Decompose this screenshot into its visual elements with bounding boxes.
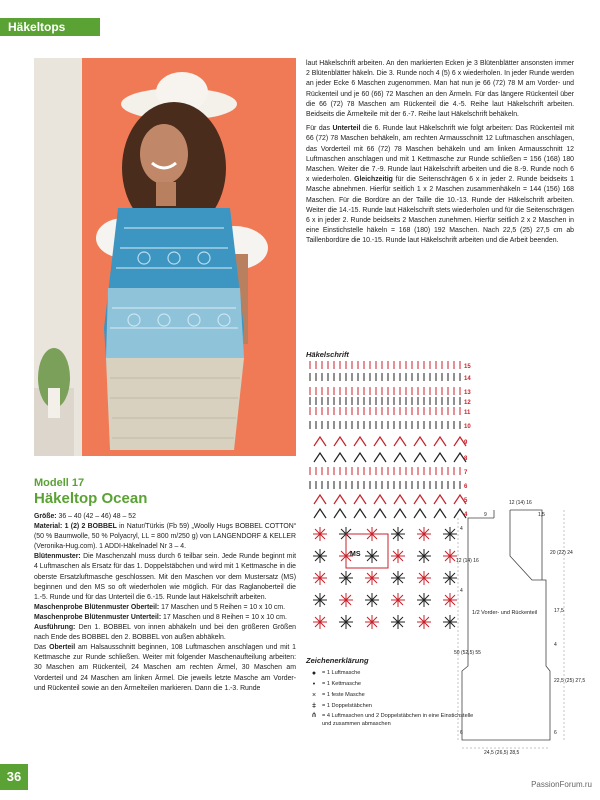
chart-cluster (354, 509, 366, 518)
instructions-right (306, 59, 574, 251)
instruction-paragraph: Für das Unterteil die 6. Runde laut Häkelschrift wie folgt arbeiten: Das Rückenteil mit 66 (72) 78 Maschen behäkeln, am rechten Armausschnitt 12 Luftmaschen anschlagen, das Vorderteil mit 66 (72) 78 Maschen behäkeln und am linken Armausschnitt 12 Luftmaschen anschlagen und mit 1 Kettmasche zur Runde schließen = 156 (168) 180 Maschen. Weiter die 7.-9. Runde laut Häkelschrift arbeiten und die 8.-9. Runde noch 6 x wiederholen. Gleichzeitig für die Seitenschrägen 6 x in jeder 2. Runde beidseits 1 Masche abnehmen. Hierfür seitlich 1 x 2 Maschen zusammenhäkeln = 144 (156) 168 Maschen. Für die Bordüre an der Taille die 10.-13. Runde der Häkelschrift arbeiten. Weiter die 14.-15. Runde laut Häkelschrift stets wiederholen und für die Seitenschrägen 6 x in jeder 2. Runde beidseits 2 Maschen zunehmen. Hierfür seitlich 2 x 2 Maschen in eine Einstichstelle häkeln = 168 (180) 192 Maschen. Nach 22,5 (25) 27,5 cm ab Taillenbordüre die 10.-15. Runde laut Häkelschrift arbeiten und die Arbeit beenden. (306, 125, 575, 245)
chart-cluster (394, 453, 406, 462)
slip-stitch-icon: • (312, 681, 316, 688)
chart-cluster (394, 495, 406, 504)
chart-motif (391, 549, 405, 563)
chart-motif (391, 527, 405, 541)
garment-schematic (454, 496, 586, 756)
model-photo (34, 58, 296, 456)
section-tab: Häkeltops (0, 18, 100, 36)
chart-motif (417, 615, 431, 629)
top-line: Das Oberteil am Halsausschnitt beginnen, 108 Luftmaschen anschlagen und mit 1 Kettmasche zur Runde schließen. Weiter mit folgender Maschenaufteilung arbeiten: 30 Maschen am Rückenteil, 24 Maschen am rechten Ärmel, 30 Maschen am Vorderteil und 24 Maschen am linken Ärmel. Die jeweils letzte Masche am Vorder- und Rückenteil sowie an den Ärmelteilen markieren. Dann die 1.-3. Runde (34, 644, 297, 692)
chart-motif (417, 593, 431, 607)
chart-row-number: 4 (464, 512, 468, 518)
watermark: PassionForum.ru (531, 780, 592, 789)
chain-stitch-icon: ● (311, 670, 317, 677)
dim-lower-side: 4 (554, 642, 557, 648)
legend-item: ǂ = 1 Doppelstäbchen (306, 701, 476, 712)
chart-row-number: 13 (464, 390, 471, 396)
chart-cluster (314, 437, 326, 446)
chart-row-number: 9 (464, 440, 468, 446)
chart-row-number: 14 (464, 376, 471, 382)
model-number: Modell 17 (34, 477, 85, 489)
chart-title: Häkelschrift (306, 350, 349, 359)
chart-cluster (334, 453, 346, 462)
dim-width-mid: 50 (52,5) 55 (454, 650, 481, 656)
chart-motif (313, 571, 327, 585)
model-name: Häkeltop Ocean (34, 490, 148, 507)
chart-motif (365, 549, 379, 563)
chart-row-number: 10 (464, 424, 471, 430)
legend-item: ⋔ = 4 Luftmaschen und 2 Doppelstäbchen in eine Einstichstelle und zusammen abmaschen (306, 712, 476, 728)
chart-cluster (354, 437, 366, 446)
dim-bottom-right: 6 (554, 730, 557, 736)
chart-motif (339, 571, 353, 585)
single-crochet-icon: × (311, 692, 317, 699)
chart-cluster (334, 509, 346, 518)
ms-label: MS (350, 551, 361, 558)
cluster-icon: ⋔ (311, 712, 317, 719)
chart-cluster (374, 495, 386, 504)
dim-armhole: 20 (22) 24 (550, 550, 573, 556)
chart-cluster (414, 453, 426, 462)
chart-cluster (354, 495, 366, 504)
chart-cluster (374, 509, 386, 518)
instruction-paragraph: laut Häkelschrift arbeiten. An den markierten Ecken je 3 Blütenblätter ansonsten immer 2 Blütenblätter häkeln. Die 3. Runde noch 4 (5) 6 x wiederholen. In jeder Runde werden an jeder Ecke 6 Maschen zugenommen. Man hat nun je 66 (72) 78 M am Vorder- und Rückenteil und je 60 (66) 72 Maschen an den Ärmeln. Für das längere Rückenteil über die 66 (72) 78 Maschen am Rückenteil die 4.-5. Reihe laut Häkelschrift arbeiten. Beidseits die Ärmelteile mit der 6.-7. Reihe laut Häkelschrift behäkeln. (306, 60, 574, 119)
chart-motif (417, 549, 431, 563)
chart-cluster (434, 509, 446, 518)
dim-bottom-width: 24,5 (26,5) 28,5 (484, 750, 520, 756)
chart-cluster (374, 453, 386, 462)
chart-row-number: 5 (464, 498, 468, 504)
legend-item: × = 1 feste Masche (306, 690, 476, 701)
chart-motif (365, 571, 379, 585)
gauge-line: Maschenprobe Blütenmuster Unterteil: 17 Maschen und 8 Reihen = 10 x 10 cm. (34, 613, 287, 621)
chart-cluster (314, 509, 326, 518)
chart-cluster (414, 437, 426, 446)
legend-item: ● = 1 Luftmasche (306, 668, 476, 679)
dim-left-top: 9 (484, 512, 487, 518)
chart-row-number: 7 (464, 470, 468, 476)
chart-cluster (314, 453, 326, 462)
chart-cluster (314, 495, 326, 504)
chart-cluster (434, 495, 446, 504)
chart-motif (313, 593, 327, 607)
chart-row-number: 8 (464, 456, 468, 462)
chart-row-number: 11 (464, 410, 471, 416)
chart-cluster (334, 495, 346, 504)
chart-motif (365, 615, 379, 629)
chart-cluster (334, 437, 346, 446)
legend-title: Zeichenerklärung (306, 656, 369, 665)
panel-label: 1/2 Vorder- und Rückenteil (472, 610, 538, 616)
chart-motif (391, 593, 405, 607)
legend-item: • = 1 Kettmasche (306, 679, 476, 690)
double-treble-icon: ǂ (311, 703, 317, 710)
dim-mid: 4 (460, 588, 463, 594)
dim-side-upper: 4 (460, 526, 463, 532)
dim-mid2: 17,5 (554, 608, 564, 614)
gauge-line: Maschenprobe Blütenmuster Oberteil: 17 Maschen und 5 Reihen = 10 x 10 cm. (34, 603, 286, 611)
dim-bottom-left: 6 (460, 730, 463, 736)
chart-motif (313, 549, 327, 563)
chart-cluster (414, 509, 426, 518)
chart-cluster (414, 495, 426, 504)
dim-top: 12 (14) 16 (509, 500, 532, 506)
chart-motif (339, 615, 353, 629)
chart-row-number: 6 (464, 484, 468, 490)
chart-motif (417, 527, 431, 541)
legend (306, 668, 476, 728)
chart-cluster (354, 453, 366, 462)
instructions-left (34, 512, 296, 694)
material-line: Material: 1 (2) 2 BOBBEL in Natur/Türkis (Fb 59) „Woolly Hugs BOBBEL COTTON“ (50 % Baumwolle, 50 % Polyacryl, LL = 800 m/250 g) von LANGENDORF & KELLER (Veronika-Hug.com). 1 ADDI-Häkelnadel Nr 3 – 4. (34, 523, 296, 551)
chart-motif (391, 571, 405, 585)
execution-line: Ausführung: Den 1. BOBBEL von innen abhäkeln und bei den größeren Größen nach Ende des BOBBEL den 2. BOBBEL von außen abhäkeln. (34, 624, 296, 642)
chart-row-number: 15 (464, 364, 471, 370)
dim-right-top: 1,5 (538, 512, 545, 518)
chart-motif (313, 615, 327, 629)
chart-row-number: 12 (464, 400, 471, 406)
dim-side-a: 12 (14) 16 (456, 558, 479, 564)
chart-motif (417, 571, 431, 585)
pattern-line: Blütenmuster: Die Maschenzahl muss durch 6 teilbar sein. Jede Runde beginnt mit 4 Luftmaschen als Ersatz für das 1. Doppelstäbchen und wird mit 1 Kettmasche in die oberste Ersatzluftmasche geschlossen. Mit den Maschen vor dem Mustersatz (MS) beginnen und den MS so oft wiederholen wie möglich. Für das Raglanoberteil die 1.-5. Runde und für das Unterteil die 6.-15. Runde laut Häkelschrift arbeiten. (34, 553, 296, 601)
chart-motif (339, 593, 353, 607)
chart-motif (313, 527, 327, 541)
chart-cluster (394, 437, 406, 446)
page-number: 36 (0, 764, 28, 790)
chart-motif (391, 615, 405, 629)
dim-length: 22,5 (25) 27,5 (554, 678, 586, 684)
chart-cluster (394, 509, 406, 518)
chart-cluster (374, 437, 386, 446)
size-line: Größe: 36 – 40 (42 – 46) 48 – 52 (34, 513, 136, 520)
chart-motif (365, 593, 379, 607)
chart-cluster (434, 437, 446, 446)
chart-cluster (434, 453, 446, 462)
